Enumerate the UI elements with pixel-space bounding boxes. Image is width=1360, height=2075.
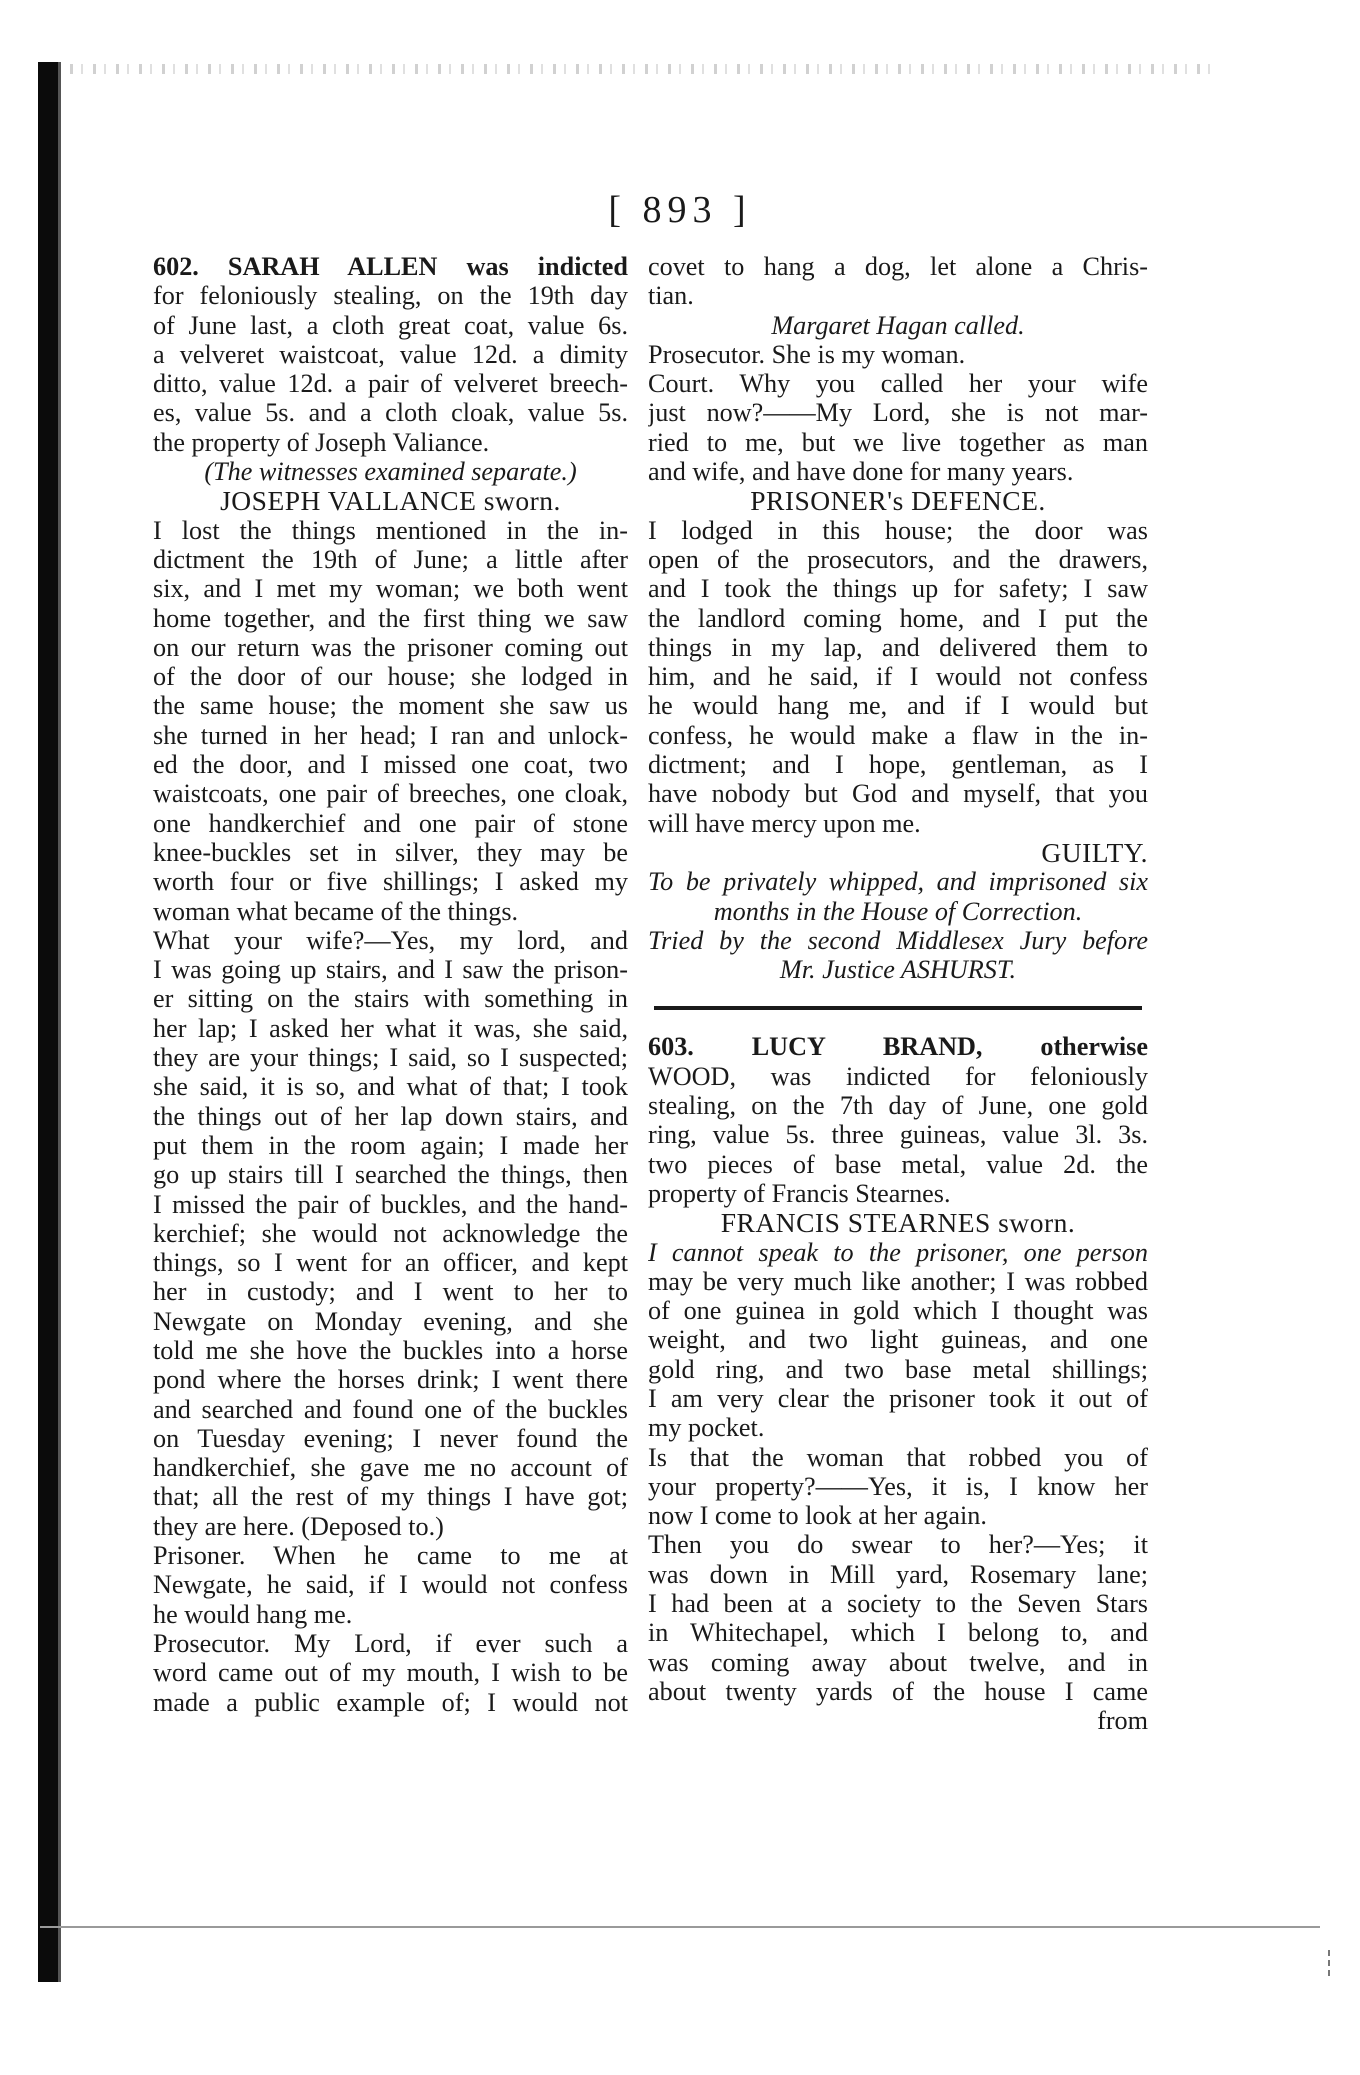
right-text-line: my pocket. <box>648 1413 765 1443</box>
left-text-line: a velveret waistcoat, value 12d. a dimity <box>153 339 628 369</box>
left-text-line: Newgate, he said, if I would not confess <box>153 1570 628 1600</box>
left-text-line: I lost the things mentioned in the in- <box>153 515 628 545</box>
right-text-line: I lodged in this house; the door was <box>648 515 1148 545</box>
right-text-line: open of the prosecutors, and the drawers, <box>648 544 1148 574</box>
left-text-line: six, and I met my woman; we both went <box>153 574 628 604</box>
right-text-column <box>648 252 1148 1736</box>
bottom-scan-edge <box>40 1926 1320 1928</box>
right-text-line: gold ring, and two base metal shillings; <box>648 1354 1148 1384</box>
left-text-line: worth four or five shillings; I asked my <box>153 867 628 897</box>
left-text-line: dictment the 19th of June; a little after <box>153 544 628 574</box>
left-text-line: that; all the rest of my things I have got; <box>153 1482 628 1512</box>
right-text-line: dictment; and I hope, gentleman, as I <box>648 750 1148 780</box>
left-text-line: What your wife?—Yes, my lord, and <box>153 925 628 955</box>
right-text-line: may be very much like another; I was robbed <box>648 1266 1148 1296</box>
right-text-line: and I took the things up for safety; I saw <box>648 574 1148 604</box>
right-text-line: months in the House of Correction. <box>713 896 1083 926</box>
left-text-line: put them in the room again; I made her <box>153 1130 628 1160</box>
right-text-line: will have mercy upon me. <box>648 808 921 838</box>
left-text-line: I was going up stairs, and I saw the prison- <box>153 955 628 985</box>
left-text-line: for feloniously stealing, on the 19th day <box>153 281 628 311</box>
right-text-line: was coming away about twelve, and in <box>648 1647 1148 1677</box>
left-text-line: word came out of my mouth, I wish to be <box>153 1658 628 1688</box>
right-text-line: FRANCIS STEARNES sworn. <box>720 1208 1076 1238</box>
right-text-line: property of Francis Stearnes. <box>648 1178 951 1208</box>
left-text-line: he would hang me. <box>153 1599 353 1629</box>
left-text-line: she turned in her head; I ran and unlock- <box>153 720 628 750</box>
left-text-line: on our return was the prisoner coming out <box>153 632 628 662</box>
right-text-line: PRISONER's DEFENCE. <box>750 486 1046 516</box>
right-text-line: Court. Why you called her your wife <box>648 369 1148 399</box>
right-text-line: stealing, on the 7th day of June, one gold <box>648 1091 1148 1121</box>
right-text-line: Then you do swear to her?—Yes; it <box>648 1530 1148 1560</box>
book-spine-shadow <box>38 62 58 1982</box>
left-text-line: JOSEPH VALLANCE sworn. <box>220 486 561 516</box>
right-text-line: covet to hang a dog, let alone a Chris- <box>648 252 1148 281</box>
left-text-line: on Tuesday evening; I never found the <box>153 1423 628 1453</box>
left-text-line: of the door of our house; she lodged in <box>153 662 628 692</box>
section-divider-rule <box>654 1006 1142 1010</box>
right-text-line: ring, value 5s. three guineas, value 3l. 3s. <box>648 1120 1148 1150</box>
left-text-line: ed the door, and I missed one coat, two <box>153 750 628 780</box>
right-text-line: was down in Mill yard, Rosemary lane; <box>648 1559 1148 1589</box>
left-text-line: they are your things; I said, so I suspected; <box>153 1043 628 1073</box>
left-text-line: knee-buckles set in silver, they may be <box>153 837 628 867</box>
left-text-line: home together, and the first thing we saw <box>153 603 628 633</box>
right-text-line: confess, he would make a flaw in the in- <box>648 720 1148 750</box>
left-text-line: handkerchief, she gave me no account of <box>153 1453 628 1483</box>
left-text-line: kerchief; she would not acknowledge the <box>153 1218 628 1248</box>
left-text-line: 602. SARAH ALLEN was indicted <box>153 252 628 281</box>
page-number-header: [ 893 ] <box>608 189 752 231</box>
right-text-line: of one guinea in gold which I thought was <box>648 1296 1148 1326</box>
left-text-line: Newgate on Monday evening, and she <box>153 1306 628 1336</box>
right-text-line: I had been at a society to the Seven Stars <box>648 1589 1148 1619</box>
left-text-line: woman what became of the things. <box>153 896 519 926</box>
right-text-line: ried to me, but we live together as man <box>648 427 1148 457</box>
right-text-line: two pieces of base metal, value 2d. the <box>648 1149 1148 1179</box>
left-text-line: made a public example of; I would not <box>153 1687 628 1717</box>
left-text-line: the things out of her lap down stairs, and <box>153 1101 628 1131</box>
margin-mark <box>1328 1950 1340 1976</box>
right-text-line: Is that the woman that robbed you of <box>648 1442 1148 1472</box>
left-text-column <box>153 252 628 1717</box>
left-text-line: I missed the pair of buckles, and the hand- <box>153 1189 628 1219</box>
right-text-line: have nobody but God and myself, that you <box>648 779 1148 809</box>
left-text-line: of June last, a cloth great coat, value 6s. <box>153 310 628 340</box>
right-text-line: in Whitechapel, which I belong to, and <box>648 1618 1148 1648</box>
left-text-line: Prisoner. When he came to me at <box>153 1541 628 1571</box>
right-text-line: he would hang me, and if I would but <box>648 691 1148 721</box>
left-text-line: her lap; I asked her what it was, she said, <box>153 1013 628 1043</box>
right-text-line: just now?——My Lord, she is not mar- <box>648 398 1148 428</box>
left-text-line: pond where the horses drink; I went there <box>153 1365 628 1395</box>
right-text-line: 603. LUCY BRAND, otherwise <box>648 1032 1148 1062</box>
right-text-line: him, and he said, if I would not confess <box>648 662 1148 692</box>
right-text-line: the landlord coming home, and I put the <box>648 603 1148 633</box>
left-text-line: Prosecutor. My Lord, if ever such a <box>153 1628 628 1658</box>
left-text-line: told me she hove the buckles into a horse <box>153 1335 628 1365</box>
right-text-line: tian. <box>648 281 694 311</box>
right-text-line: weight, and two light guineas, and one <box>648 1325 1148 1355</box>
left-text-line: the same house; the moment she saw us <box>153 691 628 721</box>
left-text-line: and searched and found one of the buckles <box>153 1394 628 1424</box>
left-text-line: things, so I went for an officer, and kept <box>153 1248 628 1278</box>
right-text-line: To be privately whipped, and imprisoned six <box>648 867 1148 897</box>
right-text-line: I cannot speak to the prisoner, one person <box>648 1237 1148 1267</box>
right-text-line: Margaret Hagan called. <box>771 310 1025 340</box>
left-text-line: her in custody; and I went to her to <box>153 1277 628 1307</box>
right-text-line: Tried by the second Middlesex Jury before <box>648 925 1148 955</box>
right-text-line: things in my lap, and delivered them to <box>648 632 1148 662</box>
left-text-line: she said, it is so, and what of that; I took <box>153 1072 628 1102</box>
right-text-line: I am very clear the prisoner took it out of <box>648 1383 1148 1413</box>
right-text-line: GUILTY. <box>1041 837 1148 868</box>
left-text-line: ditto, value 12d. a pair of velveret breech- <box>153 369 628 399</box>
top-scan-speckle <box>70 64 1210 74</box>
left-text-line: er sitting on the stairs with something in <box>153 984 628 1014</box>
right-text-line: your property?——Yes, it is, I know her <box>648 1471 1148 1501</box>
right-text-line: Prosecutor. She is my woman. <box>648 339 966 369</box>
left-text-line: es, value 5s. and a cloth cloak, value 5s. <box>153 398 628 428</box>
left-text-line: go up stairs till I searched the things, then <box>153 1160 628 1190</box>
left-text-line: one handkerchief and one pair of stone <box>153 808 628 838</box>
left-text-line: the property of Joseph Valiance. <box>153 427 490 457</box>
left-text-line: waistcoats, one pair of breeches, one cloak, <box>153 779 628 809</box>
right-text-line: about twenty yards of the house I came <box>648 1676 1148 1706</box>
left-text-line: (The witnesses examined separate.) <box>204 457 577 487</box>
right-text-line: now I come to look at her again. <box>648 1501 987 1531</box>
right-text-line: and wife, and have done for many years. <box>648 457 1074 487</box>
right-text-line: Mr. Justice ASHURST. <box>779 955 1017 985</box>
left-text-line: they are here. (Deposed to.) <box>153 1511 444 1541</box>
right-text-line: from <box>1097 1706 1148 1736</box>
right-text-line: WOOD, was indicted for feloniously <box>648 1061 1148 1091</box>
spine-edge <box>58 62 61 1982</box>
